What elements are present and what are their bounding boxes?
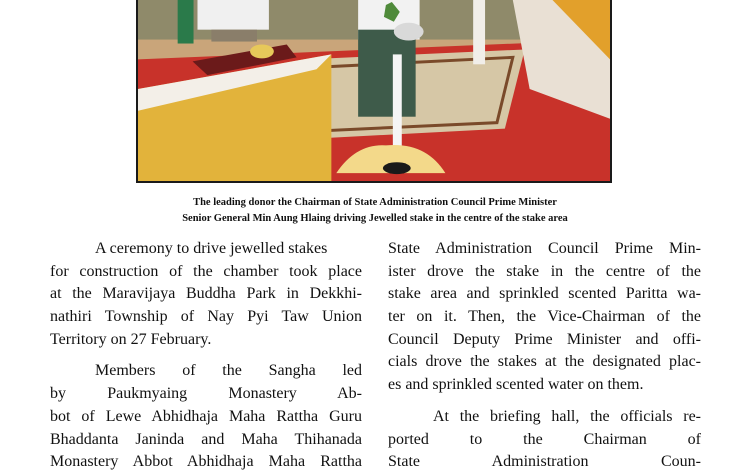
article-text-line: Council Deputy Prime Minister and offi-: [388, 330, 701, 348]
ceremony-photo-illustration: [138, 0, 610, 181]
article-text-line: es and sprinkled scented water on them.: [388, 376, 644, 394]
article-text-line: by Paukmyaing Monastery Ab-: [50, 385, 362, 403]
article-text-line: ister drove the stake in the centre of the: [388, 262, 701, 280]
article-text-line: Members of the Sangha led: [95, 362, 362, 380]
article-text-line: State Administration Council Prime Min-: [388, 240, 701, 257]
article-text-line: State Administration Coun-: [388, 453, 701, 471]
article-text-line: at the Maravijaya Buddha Park in Dekkhi-: [50, 285, 362, 303]
caption-line-2: Senior General Min Aung Hlaing driving Jewelled stake in the centre of the stake area: [182, 213, 568, 224]
article-text-line: At the briefing hall, the officials re-: [433, 407, 701, 425]
article-text-line: Bhaddanta Janinda and Maha Thihanada: [50, 430, 362, 448]
article-text-line: nathiri Township of Nay Pyi Taw Union: [50, 308, 362, 326]
ceremony-photo: [136, 0, 612, 183]
article-text-line: for construction of the chamber took place: [50, 262, 362, 280]
article-right-column: [388, 238, 701, 474]
article-text-line: stake area and sprinkled scented Paritta wa-: [388, 285, 701, 303]
article-text-line: ported to the Chairman of: [388, 430, 701, 448]
article-text-line: ter on it. Then, the Vice-Chairman of the: [388, 308, 701, 326]
article-left-column: [50, 238, 362, 474]
article-text-line: bot of Lewe Abhidhaja Maha Rattha Guru: [50, 407, 362, 425]
caption-line-1: The leading donor the Chairman of State Administration Council Prime Minister: [193, 197, 557, 208]
article-text-line: Territory on 27 February.: [50, 330, 212, 348]
photo-caption: [110, 195, 640, 227]
article-text-line: Monastery Abbot Abhidhaja Maha Rattha: [50, 453, 362, 471]
article-text-line: cials drove the stakes at the designated plac-: [388, 353, 701, 371]
article-text-line: A ceremony to drive jewelled stakes: [95, 240, 328, 257]
